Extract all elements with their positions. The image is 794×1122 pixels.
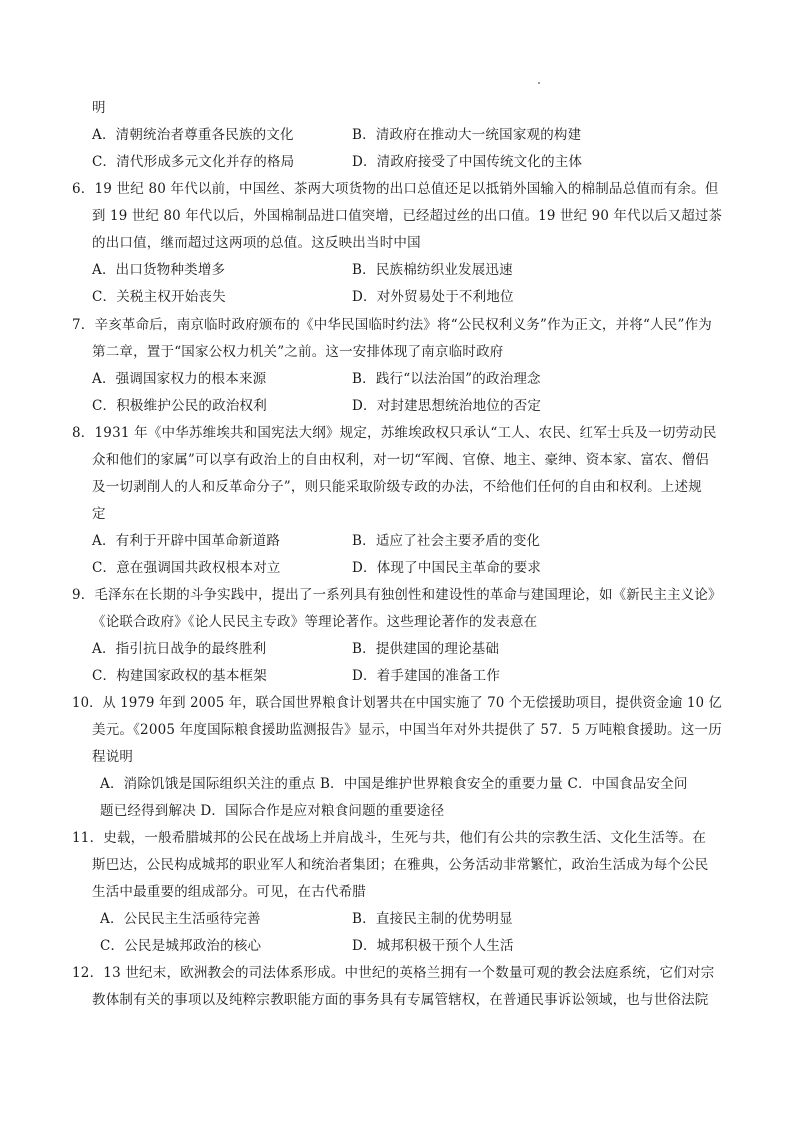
q11-stem-line-2: 斯巴达，公民构成城邦的职业军人和统治者集团；在雅典，公务活动非常繁忙，政治生活成为每个公民 <box>92 857 709 873</box>
q7-option-a: A．强调国家权力的根本来源 <box>92 371 267 387</box>
q10-stem-line-1: 10．从 1979 年到 2005 年，联合国世界粮食计划署共在中国实施了 70 个无偿援助项目，提供资金逾 10 亿 <box>72 695 722 711</box>
q7-option-d: D．对封建思想统治地位的否定 <box>352 398 542 414</box>
q8-stem-line-1: 8．1931 年《中华苏维埃共和国宪法大纲》规定，苏维埃政权只承认“工人、农民、红军士兵及一切劳动民 <box>72 425 717 441</box>
q10-options-line-1: A．消除饥饿是国际组织关注的重点 B．中国是维护世界粮食安全的重要力量 C．中国食品安全问 <box>100 776 688 792</box>
q9-option-b: B．提供建国的理论基础 <box>352 641 500 657</box>
q8-stem-line-3: 及一切剥削人的人和反革命分子”，则只能采取阶级专政的办法，不给他们任何的自由和权利。上述规 <box>92 479 702 495</box>
q7-stem-line-2: 第二章，置于“国家公权力机关”之前。这一安排体现了南京临时政府 <box>92 344 504 360</box>
q8-option-c: C．意在强调国共政权根本对立 <box>92 560 281 576</box>
q12-stem-line-1: 12．13 世纪末，欧洲教会的司法体系形成。中世纪的英格兰拥有一个数量可观的教会法庭系统，它们对宗 <box>72 965 715 981</box>
q7-stem-line-1: 7．辛亥革命后，南京临时政府颁布的《中华民国临时约法》将“公民权利义务”作为正文，并将“人民”作为 <box>72 317 712 333</box>
q5-option-d: D．清政府接受了中国传统文化的主体 <box>352 154 583 170</box>
q6-option-d: D．对外贸易处于不利地位 <box>352 289 514 305</box>
q8-stem-line-4: 定 <box>92 506 106 522</box>
q11-stem-line-1: 11．史载，一般希腊城邦的公民在战场上并肩战斗，生死与共，他们有公共的宗教生活、文化生活等。在 <box>72 830 707 846</box>
q11-option-b: B．直接民主制的优势明显 <box>352 911 513 927</box>
q10-options-line-2: 题已经得到解决 D．国际合作是应对粮食问题的重要途径 <box>100 803 445 819</box>
q8-option-a: A．有利于开辟中国革命新道路 <box>92 533 281 549</box>
q11-option-a: A．公民民主生活亟待完善 <box>100 911 261 927</box>
q6-stem-line-1: 6．19 世纪 80 年代以前，中国丝、茶两大项货物的出口总值还足以抵销外国输入的棉制品总值而有余。但 <box>72 181 719 197</box>
q12-stem-line-2: 教体制有关的事项以及纯粹宗教职能方面的事务具有专属管辖权，在普通民事诉讼领域，也与世俗法院 <box>92 992 709 1008</box>
q6-stem-line-2: 到 19 世纪 80 年代以后，外国棉制品进口值突增，已经超过丝的出口值。19 世纪 90 年代以后又超过茶 <box>92 208 723 224</box>
q7-option-b: B．践行“以法治国”的政治理念 <box>352 371 541 387</box>
q11-stem-line-3: 生活中最重要的组成部分。可见，在古代希腊 <box>92 884 366 900</box>
q5-continuation: 明 <box>92 100 106 116</box>
q9-option-a: A．指引抗日战争的最终胜利 <box>92 641 267 657</box>
q9-option-c: C．构建国家政权的基本框架 <box>92 668 267 684</box>
q10-stem-line-2: 美元。《2005 年度国际粮食援助监测报告》显示，中国当年对外共提供了 57．5 万吨粮食援助。这一历 <box>92 722 722 738</box>
q9-option-d: D．着手建国的准备工作 <box>352 668 501 684</box>
q6-option-c: C．关税主权开始丧失 <box>92 289 226 305</box>
q8-stem-line-2: 众和他们的家属”可以享有政治上的自由权利，对一切“军阀、官僚、地主、豪绅、资本家、富农、僧侣 <box>92 452 710 468</box>
scan-speck <box>538 82 540 84</box>
q9-stem-line-2: 《论联合政府》《论人民民主专政》等理论著作。这些理论著作的发表意在 <box>92 614 538 630</box>
q11-option-d: D．城邦积极干预个人生活 <box>352 938 514 954</box>
q8-option-b: B．适应了社会主要矛盾的变化 <box>352 533 541 549</box>
q5-option-c: C．清代形成多元文化并存的格局 <box>92 154 295 170</box>
q5-option-a: A．清朝统治者尊重各民族的文化 <box>92 127 294 143</box>
q11-option-c: C．公民是城邦政治的核心 <box>100 938 262 954</box>
q8-option-d: D．体现了中国民主革命的要求 <box>352 560 542 576</box>
q9-stem-line-1: 9．毛泽东在长期的斗争实践中，提出了一系列具有独创性和建设性的革命与建国理论，如《新民主主义论》 <box>72 587 722 603</box>
q6-option-a: A．出口货物种类增多 <box>92 262 226 278</box>
q10-stem-line-3: 程说明 <box>92 749 134 765</box>
q6-option-b: B．民族棉纺织业发展迅速 <box>352 262 513 278</box>
q6-stem-line-3: 的出口值，继而超过这两项的总值。这反映出当时中国 <box>92 235 421 251</box>
q5-option-b: B．清政府在推动大一统国家观的构建 <box>352 127 582 143</box>
q7-option-c: C．积极维护公民的政治权利 <box>92 398 267 414</box>
